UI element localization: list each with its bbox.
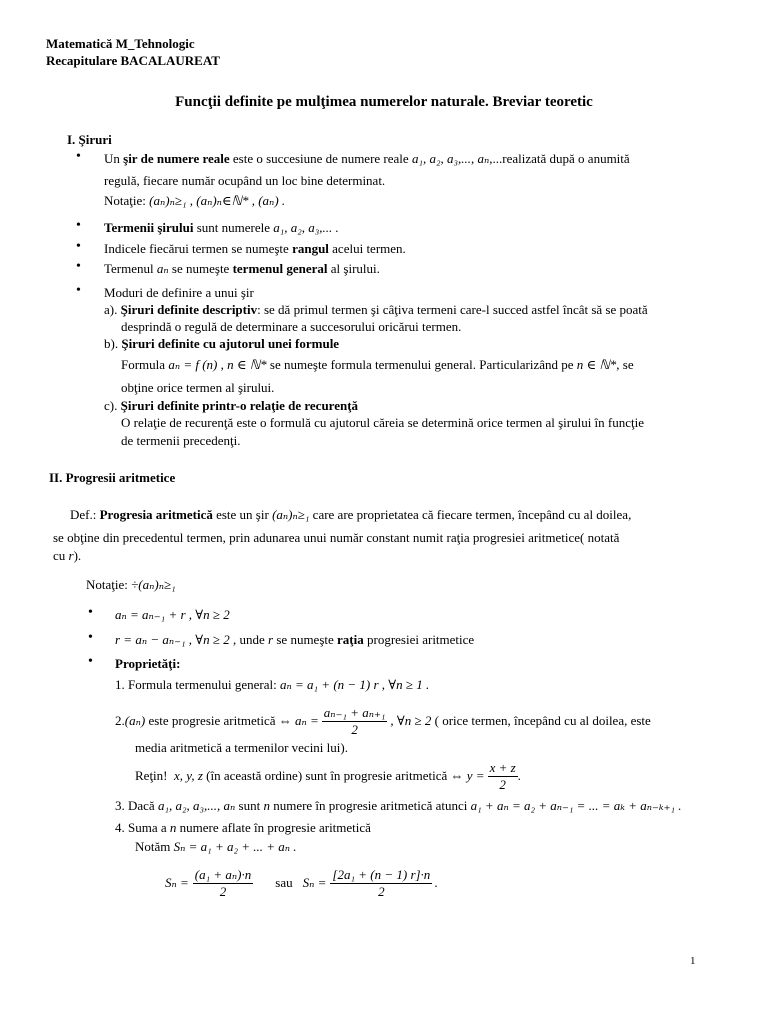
formula-line2: obţine orice termen al şirului. <box>121 380 275 395</box>
formula-termen-general: Formula aₙ = f (n) , n ∈ ℕ* se numeşte formula termenului general. Particularizând pe n ∈ ℕ*, se <box>121 357 634 372</box>
proprietate-4: 4. Suma a n numere aflate în progresie aritmetică <box>115 820 371 835</box>
proprietati-heading: Proprietăţi: <box>115 656 181 671</box>
proprietate-3: 3. Dacă a₁, a₂, a₃,..., aₙ sunt n numere în progresie aritmetică atunci a₁ + aₙ = a₂ + aₙ₋₁ = ... = aₖ + aₙ₋ₖ₊₁ . <box>115 798 682 813</box>
bullet-icon: • <box>76 218 81 233</box>
page-number: 1 <box>690 955 696 967</box>
retine: Reţin! x, y, z (în această ordine) sunt în progresie aritmetică ⇔ y = $\frac{x + z}{2}$ . <box>135 759 521 792</box>
fraction-medie: $\frac{\text{aₙ₋₁ + aₙ₊₁}}{2}$ <box>323 704 386 737</box>
termenii-sirului: Termenii şirului sunt numerele a₁, a₂, a₃,... . <box>104 220 339 235</box>
fraction-media-xz: $\frac{x + z}{2}$ <box>489 759 516 792</box>
relatie-recurenta: aₙ = aₙ₋₁ + r , ∀n ≥ 2 <box>115 607 230 622</box>
definitie-line2: se obţine din precedentul termen, prin adunarea unui număr constant numit raţia progresiei aritmetice( notată <box>53 530 620 545</box>
bullet-icon: • <box>76 239 81 254</box>
bullet-icon: • <box>88 630 93 645</box>
section-siruri-heading: I. Şiruri <box>67 132 112 147</box>
notatie-progresie: Notaţie: ÷(aₙ)ₙ≥₁ <box>86 577 176 592</box>
page-title: Funcţii definite pe mulţimea numerelor naturale. Breviar teoretic <box>175 94 593 110</box>
mod-recurenta: c). Şiruri definite printr-o relaţie de recurenţă <box>104 398 359 413</box>
proprietate-2: 2. (aₙ) este progresie aritmetică ⇔ aₙ = $\frac{\text{aₙ₋₁ + aₙ₊₁}}{2}$ , ∀n ≥ 2 ( orice termen, începând cu al doilea, este <box>115 704 651 737</box>
proprietate-1: 1. Formula termenului general: aₙ = a₁ + (n − 1) r , ∀n ≥ 1 . <box>115 677 430 692</box>
definition-sir-line2: regulă, fiecare număr ocupând un loc bine determinat. <box>104 173 386 188</box>
bullet-icon: • <box>76 149 81 164</box>
definitie-line3: cu r). <box>53 548 82 563</box>
termenul-general: Termenul aₙ se numeşte termenul general al şirului. <box>104 261 380 276</box>
bullet-icon: • <box>76 283 81 298</box>
mod-descriptiv-line2: desprindă o regulă de determinare a succesorului oricărui termen. <box>121 319 462 334</box>
formule-suma: Sₙ = $\frac{\text{(a₁ + aₙ)·n}}{2}$ sau Sₙ = $\frac{\text{[2a₁ + (n − 1) r]·n}}{2}$ . <box>165 866 438 899</box>
fraction-suma-2: $\frac{\text{[2a₁ + (n − 1) r]·n}}{2}$ <box>332 866 431 899</box>
recurenta-line1: O relaţie de recurenţă este o formulă cu ajutorul căreia se determină orice termen al şirului în funcţie <box>121 415 645 430</box>
moduri-definire: Moduri de definire a unui şir <box>104 285 254 300</box>
definitie-progresie: Def.: Progresia aritmetică este un şir (aₙ)ₙ≥₁ care are proprietatea că fiecare termen, începând cu al doilea, <box>70 507 632 522</box>
ratia-definitie: r = aₙ − aₙ₋₁ , ∀n ≥ 2 , unde r se numeşte raţia progresiei aritmetice <box>115 632 475 647</box>
fraction-suma-1: $\frac{\text{(a₁ + aₙ)·n}}{2}$ <box>194 866 252 899</box>
recurenta-line2: de termenii precedenţi. <box>121 433 241 448</box>
rangul: Indicele fiecărui termen se numeşte rangul acelui termen. <box>104 241 406 256</box>
proprietate-2-line2: media aritmetică a termenilor vecini lui). <box>135 740 348 755</box>
bullet-icon: • <box>88 605 93 620</box>
notatie-sir: Notaţie: (aₙ)ₙ≥₁ , (aₙ)ₙ∈ℕ* , (aₙ) . <box>104 193 286 208</box>
definition-sir: Un şir de numere reale este o succesiune de numere reale a₁, a₂, a₃,..., aₙ,...realizată după o anumită <box>104 151 630 166</box>
bullet-icon: • <box>76 259 81 274</box>
bullet-icon: • <box>88 654 93 669</box>
notam-suma: Notăm Sₙ = a₁ + a₂ + ... + aₙ . <box>135 839 297 854</box>
header-recap: Recapitulare BACALAUREAT <box>46 53 220 68</box>
header-course: Matematică M_Tehnologic <box>46 36 195 51</box>
mod-descriptiv: a). Şiruri definite descriptiv: se dă primul termen şi câţiva termeni care-l succed astfel încât să se poată <box>104 302 648 317</box>
section-progresii-heading: II. Progresii aritmetice <box>49 470 176 485</box>
mod-formula: b). Şiruri definite cu ajutorul unei formule <box>104 336 340 351</box>
